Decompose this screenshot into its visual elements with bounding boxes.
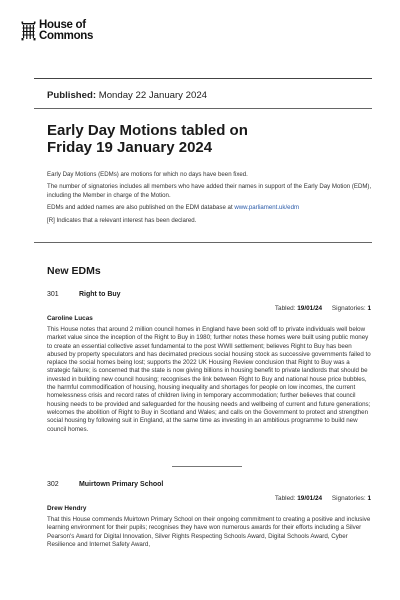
house-of-commons-logo <box>21 20 93 42</box>
signatories-label: Signatories: <box>331 305 366 312</box>
tabled-label: Tabled: <box>274 305 296 312</box>
motion-number: 302 <box>47 481 59 488</box>
intro-edm-text: EDMs and added names are also published on the EDM database at <box>47 204 235 212</box>
logo-line-2: Commons <box>39 30 94 42</box>
logo-line-1: House of <box>39 19 86 31</box>
logo-wordmark <box>39 20 93 42</box>
published-date: Monday 22 January 2024 <box>98 90 207 101</box>
header-divider <box>34 78 372 79</box>
intro-paragraph-1: Early Day Motions (EDMs) are motions for which no days have been fixed. <box>47 171 248 178</box>
signatories-count: 1 <box>367 495 371 502</box>
section-title: New EDMs <box>47 265 101 277</box>
title-line-1: Early Day Motions tabled on <box>47 122 248 139</box>
motion-tabled-info <box>275 305 371 312</box>
tabled-label: Tabled: <box>274 495 296 502</box>
signatories-count: 1 <box>367 305 371 312</box>
motion-text: That this House commends Muirtown Primary School on their ongoing commitment to creating a positive and inclusive learning environment for their pupils; recognises they have won numerous awards for their efforts including a Silver Pearson's Award for Digital Innovation, Silver Rights Respecting Schools Award, Digital Schools Award, Cyber Resilience and Internet Safety Award, <box>47 516 371 548</box>
signatories-label: Signatories: <box>331 495 366 502</box>
intro-paragraph-2: The number of signatories includes all members who have added their names in support of the Early Day Motion (EDM), including the Member in charge of the Motion. <box>47 183 372 199</box>
intro-paragraph-4: [R] Indicates that a relevant interest has been declared. <box>47 216 197 224</box>
motion-heading <box>47 481 163 488</box>
published-line <box>47 90 207 101</box>
tabled-date: 19/01/24 <box>297 495 323 502</box>
tabled-date: 19/01/24 <box>297 305 323 312</box>
intro-text <box>47 171 377 229</box>
title-line-2: Friday 19 January 2024 <box>47 139 213 156</box>
intro-divider <box>34 242 372 243</box>
page-title <box>47 122 248 156</box>
motion-title: Muirtown Primary School <box>78 481 164 488</box>
motion-tabled-info <box>275 495 371 502</box>
motion-text: This House notes that around 2 million council homes in England have been sold off to private individuals well below market value since the inception of the Right to Buy in 1980; further notes these homes were built using public money to create an essential collective asset fundamental to the post WWII settlement; believes Right to Buy has been abused by property speculators and has decimated precious social housing stock as successive governments failed to replace the social homes being lost; supports the 2022 UK Housing Review conclusion that Right to Buy was a strategic failure; is concerned that the state is now giving billions in housing benefit to private landlords that should be invested in building new council housing; recognises the link between Right to Buy and national house price bubbles, the harmful commodification of housing, housing inequality and shortages for people on low incomes, the current homelessness crisis and record rates of children living in temporary accommodation; further believes that council housing needs to be provided and safeguarded for the housing needs and wellbeing of current and future generations; welcomes the abolition of Right to Buy in Scotland and Wales; and calls on the Government to protect and strengthen social housing by following suit in England, at the same time as investing in an ambitious programme to build new council homes. <box>47 326 371 433</box>
motion-title: Right to Buy <box>78 291 121 298</box>
motion-number: 301 <box>47 291 59 298</box>
published-label: Published: <box>47 90 97 101</box>
portcullis-icon <box>21 21 36 41</box>
motion-divider <box>172 466 242 467</box>
motion-member: Drew Hendry <box>47 505 87 512</box>
edm-database-link[interactable]: www.parliament.uk/edm <box>234 204 300 212</box>
intro-paragraph-3 <box>47 204 377 212</box>
motion-member: Caroline Lucas <box>47 315 93 322</box>
published-divider <box>34 108 372 109</box>
motion-heading <box>47 291 121 298</box>
